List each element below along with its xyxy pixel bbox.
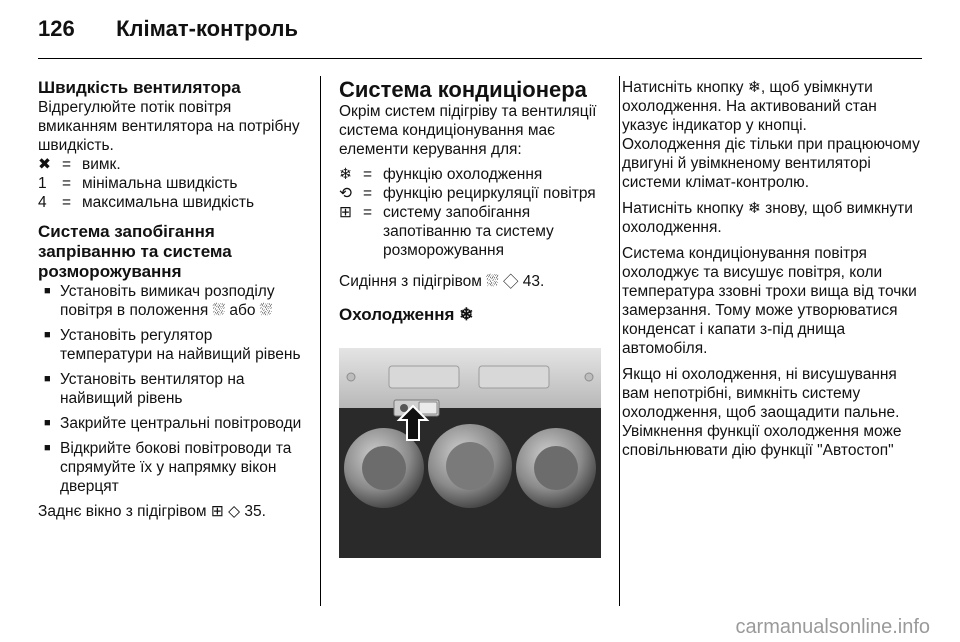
def-text: функцію рециркуляції повітря [383, 185, 596, 202]
def-row [339, 184, 605, 203]
defrost-heading: Система запобігання запріванню та система розморожування [38, 222, 232, 281]
def-eq: = [363, 185, 373, 202]
paragraph: Якщо ні охолодження, ні висушування вам непотрібні, вимкніть систему охолодження, щоб заощадити пальне. [622, 366, 900, 421]
paragraph: Система кондиціонування повітря охолоджує та висушує повітря, коли температура ззовні трохи вища від точки замерзання. Тому може утворюватися конденсат і капати з-під днища автомобіля. [622, 245, 917, 357]
defrost-icon: ⊞ [339, 204, 352, 221]
def-row [339, 203, 605, 260]
def-eq: = [363, 166, 373, 183]
rear-window-text: Заднє вікно з підігрівом ⊞ ◇ 35. [38, 503, 266, 520]
def-eq: = [62, 194, 72, 211]
def-text: функцію охолодження [383, 166, 543, 183]
paragraph: Натисніть кнопку ❄ знову, щоб вимкнути охолодження. [622, 200, 913, 236]
def-text: вимк. [82, 156, 121, 173]
list-item: ■ Установіть регулятор температури на найвищий рівень [38, 326, 306, 364]
def-row [38, 155, 254, 174]
def-text: максимальна швидкість [82, 194, 255, 211]
column-divider-2 [619, 76, 620, 606]
heated-seats-text: Сидіння з підігрівом ⛆ ◇ 43. [339, 273, 545, 290]
ac-intro-text: Окрім систем підігріву та вентиляції система кондиціонування має елементи керування для: [339, 103, 597, 158]
list-item: ■ Відкрийте бокові повітроводи та спрямуйте їх у напрямку вікон дверцят [38, 439, 306, 496]
recirculation-icon: ⟲ [339, 185, 352, 202]
column-1 [38, 78, 306, 521]
def-eq: = [62, 175, 72, 192]
paragraph: Натисніть кнопку ❄, щоб увімкнути охолодження. На активований стан указує індикатор у кнопці. [622, 79, 877, 134]
watermark: carmanualsonline.info [735, 616, 930, 638]
ac-definitions [339, 165, 605, 260]
def-text: систему запобігання запотіванню та систему розморожування [383, 204, 554, 259]
def-row [38, 193, 254, 212]
fan-speed-text: Відрегулюйте потік повітря вмиканням вентилятора на потрібну швидкість. [38, 99, 300, 154]
list-item: ■ Установіть вентилятор на найвищий рівень [38, 370, 306, 408]
def-text: мінімальна швидкість [82, 175, 238, 192]
page-number: 126 [38, 16, 75, 41]
fan-off-icon: ✖ [38, 156, 51, 173]
def-symbol: 4 [38, 194, 47, 211]
list-item: ■ Закрийте центральні повітроводи [38, 414, 306, 433]
fan-speed-definitions [38, 155, 254, 212]
defrost-steps [38, 282, 306, 496]
header-rule [38, 58, 922, 59]
column-3 [622, 78, 922, 460]
def-eq: = [62, 156, 72, 173]
page-title: Клімат-контроль [116, 16, 299, 41]
snowflake-icon: ❄ [339, 166, 352, 183]
ac-system-heading: Система кондиціонера [339, 77, 587, 102]
def-row [339, 165, 605, 184]
column-divider-1 [320, 76, 321, 606]
climate-panel-photo [339, 348, 601, 558]
def-row [38, 174, 254, 193]
def-eq: = [363, 204, 373, 221]
column-2 [339, 78, 605, 325]
climate-panel-illustration [339, 348, 601, 558]
list-item: ■ Установіть вимикач розподілу повітря в положення ⛆ або ⛆ [38, 282, 306, 320]
cooling-heading: Охолодження ❄ [339, 305, 474, 324]
paragraph: Увімкнення функції охолодження може сповільнювати дію функції "Автостоп" [622, 423, 902, 459]
page-header [38, 16, 298, 42]
def-symbol: 1 [38, 175, 47, 192]
fan-speed-heading: Швидкість вентилятора [38, 78, 241, 97]
paragraph: Охолодження діє тільки при працюючому двигуні й увімкненому вентиляторі системи клімат-контролю. [622, 136, 920, 191]
